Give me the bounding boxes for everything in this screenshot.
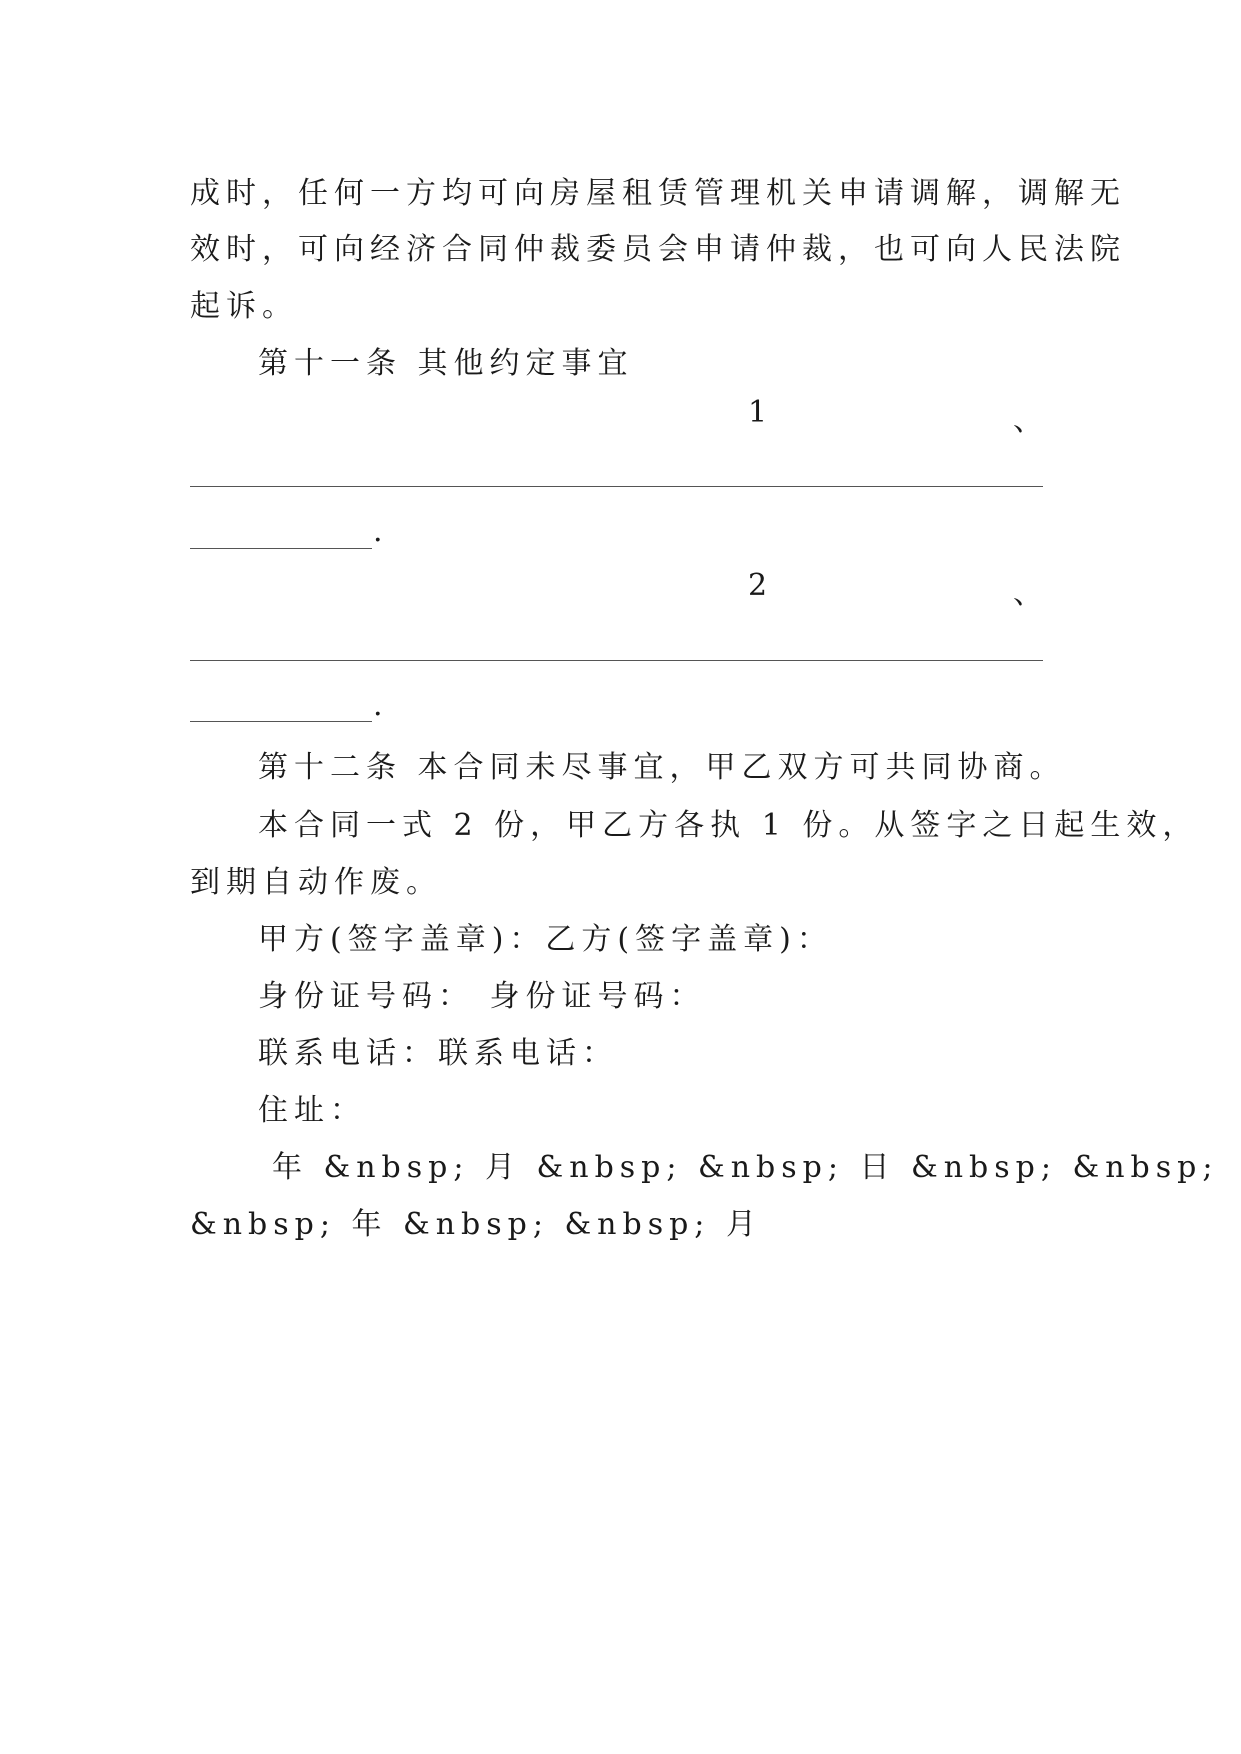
blank-line-short: [190, 721, 372, 722]
item-2-end: .: [373, 688, 383, 723]
blank-line: [190, 486, 1043, 487]
copies-line: 本合同一式 2 份，甲乙方各执 1 份。从签字之日起生效，: [258, 808, 1199, 843]
item-1-end: .: [373, 514, 383, 549]
paragraph-line: 起诉。: [190, 289, 298, 324]
blank-line-short: [190, 548, 372, 549]
phone-line: 联系电话：联系电话：: [258, 1036, 618, 1071]
paragraph-line: 成时，任何一方均可向房屋租赁管理机关申请调解，调解无: [190, 176, 1126, 211]
item-1-number: 1: [748, 395, 768, 430]
date-line: 年 &nbsp; 月 &nbsp; &nbsp; 日 &nbsp; &nbsp;: [272, 1150, 1219, 1185]
date-line: &nbsp; 年 &nbsp; &nbsp; 月: [190, 1207, 762, 1242]
blank-line: [190, 660, 1043, 661]
item-2-number: 2: [748, 568, 768, 603]
article-12: 第十二条 本合同未尽事宜，甲乙双方可共同协商。: [258, 750, 1066, 785]
copies-line: 到期自动作废。: [190, 865, 442, 900]
item-2-mark: 、: [1013, 576, 1043, 611]
article-11-heading: 第十一条 其他约定事宜: [258, 346, 634, 381]
id-number-line: 身份证号码： 身份证号码：: [258, 979, 706, 1014]
address-line: 住址：: [258, 1093, 366, 1128]
signature-line: 甲方(签字盖章)：乙方(签字盖章)：: [258, 922, 833, 957]
item-1-mark: 、: [1013, 403, 1043, 438]
paragraph-line: 效时，可向经济合同仲裁委员会申请仲裁，也可向人民法院: [190, 232, 1126, 267]
